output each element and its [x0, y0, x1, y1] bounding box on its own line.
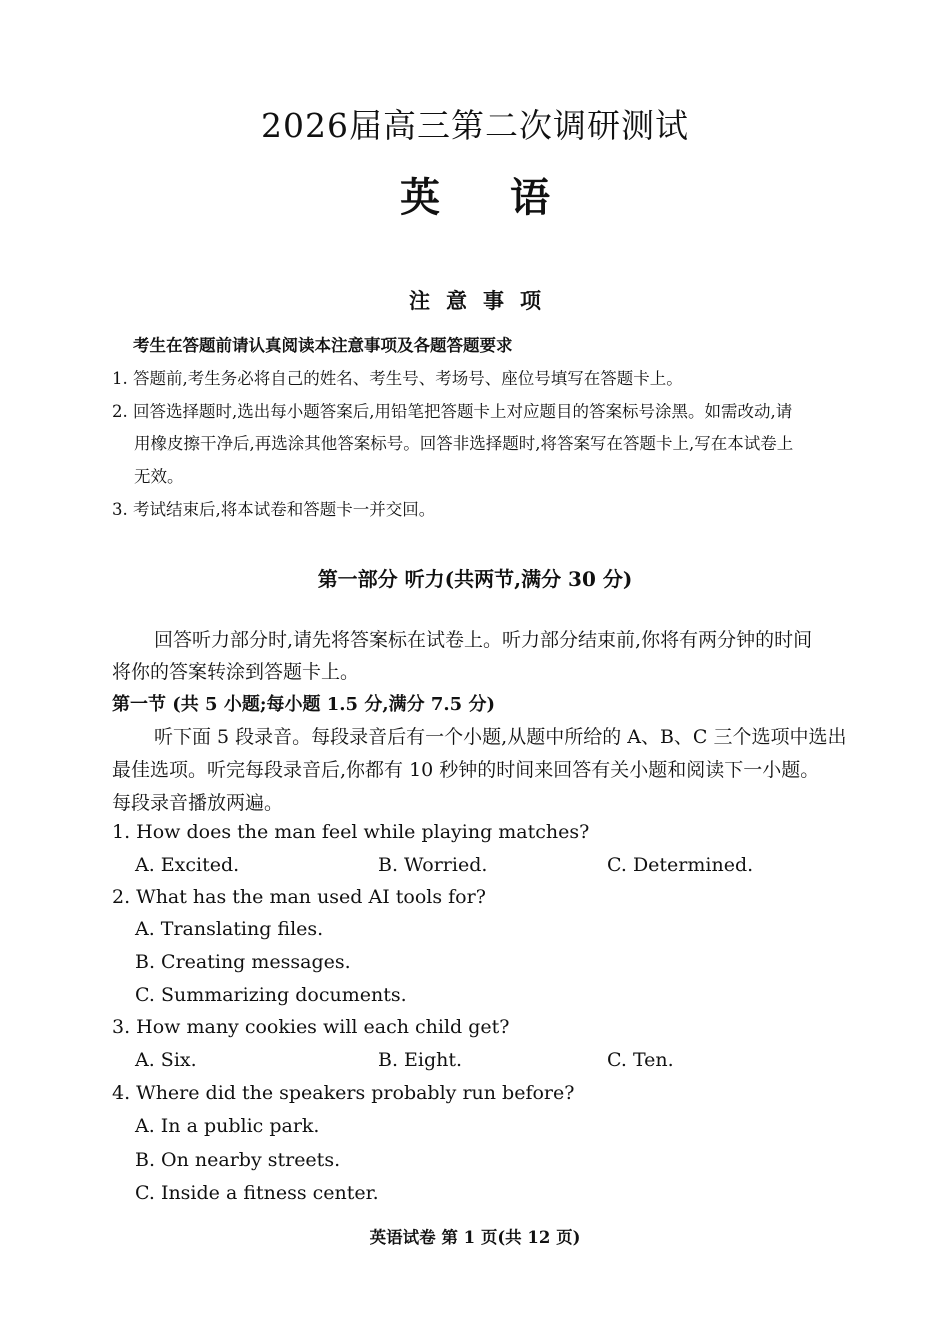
question-4-option-b: B. On nearby streets. [135, 1149, 341, 1171]
question-2-option-a: A. Translating files. [135, 918, 324, 940]
notice-item-2-line-2: 用橡皮擦干净后,再选涂其他答案标号。回答非选择题时,将答案写在答题卡上,写在本试卷上 [134, 434, 794, 453]
question-1-stem: 1. How does the man feel while playing matches? [112, 821, 590, 843]
exam-title: 2026届高三第二次调研测试 [261, 106, 689, 145]
part-1-intro-line-2: 将你的答案转涂到答题卡上。 [112, 661, 360, 683]
question-1-option-c: C. Determined. [607, 854, 754, 876]
question-3-stem: 3. How many cookies will each child get? [112, 1016, 510, 1038]
notice-heading: 注意事项 [409, 288, 557, 313]
notice-item-3: 3. 考试结束后,将本试卷和答题卡一并交回。 [112, 500, 436, 519]
question-2-option-c: C. Summarizing documents. [135, 984, 407, 1006]
question-3-option-b: B. Eight. [378, 1049, 463, 1071]
question-3-option-c: C. Ten. [607, 1049, 674, 1071]
question-1-option-a: A. Excited. [135, 854, 240, 876]
subject-title: 英语 [400, 174, 620, 221]
question-2-stem: 2. What has the man used AI tools for? [112, 886, 486, 908]
question-2-option-b: B. Creating messages. [135, 951, 351, 973]
question-1-option-b: B. Worried. [378, 854, 488, 876]
notice-item-2-line-1: 2. 回答选择题时,选出每小题答案后,用铅笔把答题卡上对应题目的答案标号涂黑。如需改动,请 [112, 402, 793, 421]
question-4-stem: 4. Where did the speakers probably run before? [112, 1082, 575, 1104]
notice-item-2-line-3: 无效。 [134, 467, 184, 486]
notice-intro: 考生在答题前请认真阅读本注意事项及各题答题要求 [133, 336, 513, 355]
notice-item-1: 1. 答题前,考生务必将自己的姓名、考生号、考场号、座位号填写在答题卡上。 [112, 369, 683, 388]
part-1-intro-line-1: 回答听力部分时,请先将答案标在试卷上。听力部分结束前,你将有两分钟的时间 [154, 629, 813, 651]
part-1-heading: 第一部分 听力(共两节,满分 30 分) [317, 567, 633, 591]
section-1-line-1: 听下面 5 段录音。每段录音后有一个小题,从题中所给的 A、B、C 三个选项中选出 [154, 726, 847, 748]
question-3-option-a: A. Six. [135, 1049, 197, 1071]
section-1-heading: 第一节 (共 5 小题;每小题 1.5 分,满分 7.5 分) [112, 694, 495, 715]
section-1-line-3: 每段录音播放两遍。 [112, 792, 284, 814]
section-1-line-2: 最佳选项。听完每段录音后,你都有 10 秒钟的时间来回答有关小题和阅读下一小题。 [112, 759, 820, 781]
question-4-option-a: A. In a public park. [135, 1115, 320, 1137]
question-4-option-c: C. Inside a fitness center. [135, 1182, 379, 1204]
page-footer: 英语试卷 第 1 页(共 12 页) [369, 1228, 581, 1247]
